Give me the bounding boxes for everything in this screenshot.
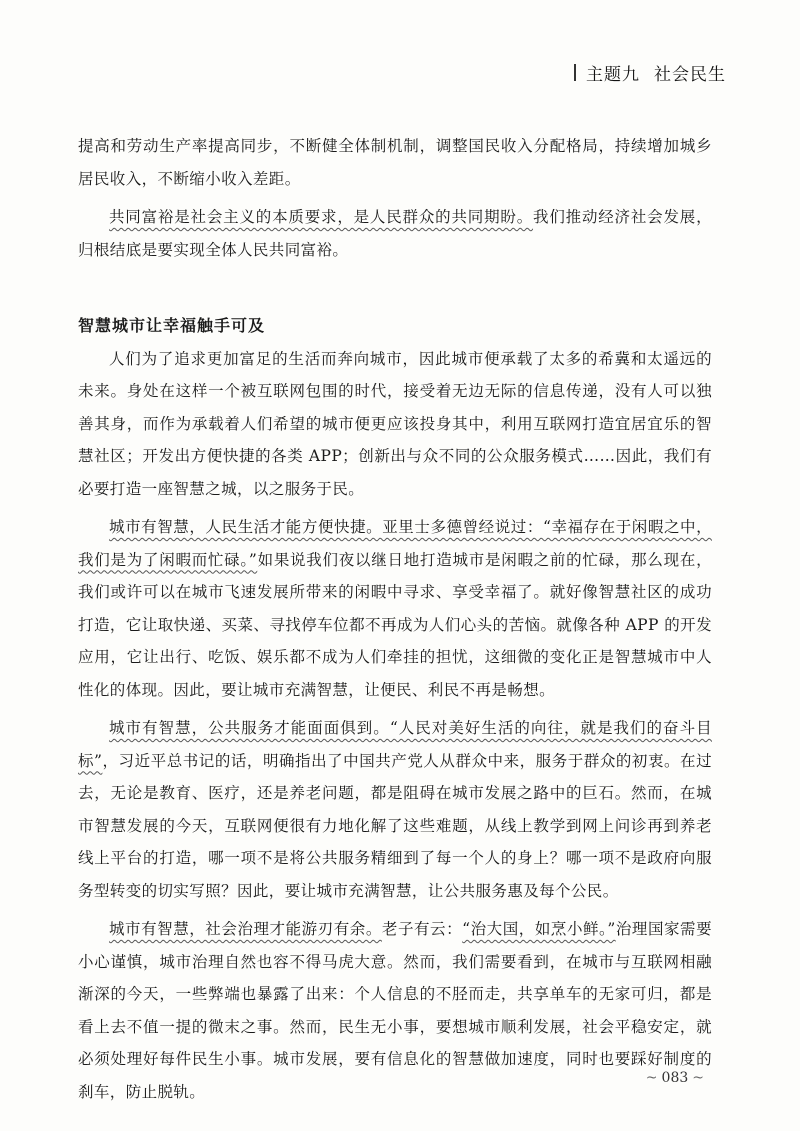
paragraph-intro xyxy=(78,343,712,506)
header-divider xyxy=(574,64,576,81)
underlined-text: 城市有智慧，社会治理才能游刃有余。 xyxy=(109,920,382,938)
paragraph-text: 治理国家需要小心谨慎，城市治理自然也容不得马虎大意。然而，我们需要看到，在城市与互联网相融渐深的今天，一些弊端也暴露了出来：个人信息的不胫而走，共享单车的无家可归，都是看上去不值一提的微末之事。然而，民生无小事，要想城市顺利发展，社会平稳安定，就必须处理好每件民生小事。城市发展，要有信息化的智慧做加速度，同时也要踩好制度的刹车，防止脱轨。 xyxy=(78,920,712,1101)
ornament-icon: ~ xyxy=(692,1070,704,1086)
page-number-text: 083 xyxy=(661,1070,689,1086)
paragraph-public-service xyxy=(78,712,712,907)
paragraph-text: ，习近平总书记的话，明确指出了中国共产党人从群众中来，服务于群众的初衷。在过去，无论是教育、医疗，还是养老问题，都是阻碍在城市发展之路中的巨石。然而，在城市智慧发展的今天，互联网便很有力地化解了这些难题，从线上教学到网上问诊再到养老线上平台的打造，哪一项不是将公共服务精细到了每一个人的身上？哪一项不是政府向服务型转变的切实写照？因此，要让城市充满智慧，让公共服务惠及每个公民。 xyxy=(78,751,712,900)
paragraph-text: 如果说我们夜以继日地打造城市是闲暇之前的忙碌，那么现在，我们或许可以在城市飞速发展所带来的闲暇中寻求、享受幸福了。就好像智慧社区的成功打造，它让取快递、买菜、寻找停车位都不再成为人们心头的苦恼。就像各种 APP 的开发应用，它让出行、吃饭、娱乐都不成为人们牵挂的担忧，这细微的变化正是智慧城市中人性化的体现。因此，要让城市充满智慧，让便民、利民不再是畅想。 xyxy=(78,550,712,699)
paragraph-convenience xyxy=(78,511,712,706)
paragraph-text: 提高和劳动生产率提高同步，不断健全体制机制，调整国民收入分配格局，持续增加城乡居民收入，不断缩小收入差距。 xyxy=(78,137,712,188)
paragraph-text: 人们为了追求更加富足的生活而奔向城市，因此城市便承载了太多的希冀和太遥远的未来。身处在这样一个被互联网包围的时代，接受着无边无际的信息传递，没有人可以独善其身，而作为承载着人们希望的城市便更应该投身其中，利用互联网打造宜居宜乐的智慧社区；开发出方便快捷的各类 APP；创新出与众不同的公众服务模式……因此，我们有必要打造一座智慧之城，以之服务于民。 xyxy=(78,349,712,498)
paragraph-text: 我们推动经济社会发展，归根结底是要实现全体人民共同富裕。 xyxy=(78,208,712,259)
running-header xyxy=(574,60,726,85)
page-number xyxy=(646,1070,704,1086)
section-title: 智慧城市让幸福触手可及 xyxy=(78,316,266,335)
header-subject: 社会民生 xyxy=(654,65,726,85)
paragraph-governance xyxy=(78,913,712,1108)
header-theme: 主题九 xyxy=(586,65,640,85)
body-text xyxy=(78,130,712,1108)
paragraph-common-prosperity xyxy=(78,201,712,266)
underlined-text: 共同富裕是社会主义的本质要求，是人民群众的共同期盼。 xyxy=(109,208,534,226)
paragraph-continuation xyxy=(78,130,712,195)
paragraph-text: 老子有云： xyxy=(381,920,463,938)
underlined-text: 城市有智慧，公共服务才能面面俱到。“人民对美好生活的向往，就是我们的奋斗目标” xyxy=(78,719,712,770)
ornament-icon: ~ xyxy=(645,1070,658,1086)
underlined-quote: “治大国，如烹小鲜。” xyxy=(462,920,616,938)
underlined-text: 城市有智慧，人民生活才能方便快捷。亚里士多德曾经说过：“幸福存在于闲暇之中，我们是为了闲暇而忙碌。” xyxy=(78,518,712,569)
